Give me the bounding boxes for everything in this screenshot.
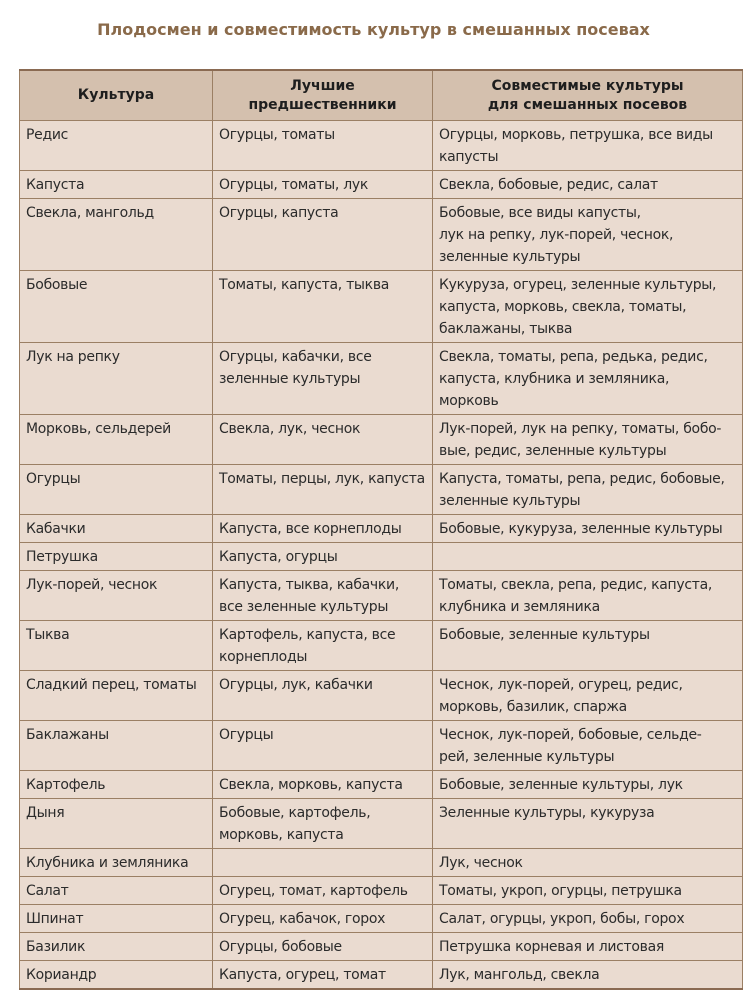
- cell-culture: Петрушка: [20, 543, 213, 571]
- cell-culture: Картофель: [20, 771, 213, 799]
- cell-compatible: Салат, огурцы, укроп, бобы, горох: [433, 905, 743, 933]
- cell-culture: Лук на репку: [20, 343, 213, 415]
- header-compatible: Совместимые культуры для смешанных посевов: [433, 70, 743, 121]
- cell-compatible: Свекла, бобовые, редис, салат: [433, 171, 743, 199]
- cell-culture: Бобовые: [20, 271, 213, 343]
- table-row: [20, 199, 743, 271]
- cell-predecessors: Свекла, морковь, капуста: [213, 771, 433, 799]
- table-row: [20, 515, 743, 543]
- header-predecessors: Лучшие предшественники: [213, 70, 433, 121]
- table-row: [20, 933, 743, 961]
- cell-predecessors: Огурцы, лук, кабачки: [213, 671, 433, 721]
- cell-compatible: Бобовые, зеленные культуры, лук: [433, 771, 743, 799]
- cell-predecessors: Томаты, капуста, тыква: [213, 271, 433, 343]
- cell-compatible: Чеснок, лук-порей, огурец, редис, морковь, базилик, спаржа: [433, 671, 743, 721]
- cell-compatible: Кукуруза, огурец, зеленные культуры, капуста, морковь, свекла, томаты, баклажаны, тыква: [433, 271, 743, 343]
- cell-culture: Редис: [20, 121, 213, 171]
- cell-culture: Базилик: [20, 933, 213, 961]
- table-row: [20, 543, 743, 571]
- cell-culture: Морковь, сельдерей: [20, 415, 213, 465]
- cell-culture: Сладкий перец, томаты: [20, 671, 213, 721]
- table-row: [20, 465, 743, 515]
- crop-rotation-table: [19, 69, 743, 990]
- cell-compatible: Лук, чеснок: [433, 849, 743, 877]
- cell-culture: Свекла, мангольд: [20, 199, 213, 271]
- cell-compatible: Бобовые, все виды капусты, лук на репку, лук-порей, чеснок, зеленные культуры: [433, 199, 743, 271]
- cell-compatible: Зеленные культуры, кукуруза: [433, 799, 743, 849]
- cell-compatible: Бобовые, зеленные культуры: [433, 621, 743, 671]
- cell-predecessors: Огурцы, кабачки, все зеленные культуры: [213, 343, 433, 415]
- cell-predecessors: Капуста, огурец, томат: [213, 961, 433, 990]
- cell-compatible: Лук-порей, лук на репку, томаты, бобо- вые, редис, зеленные культуры: [433, 415, 743, 465]
- cell-compatible: Лук, мангольд, свекла: [433, 961, 743, 990]
- cell-culture: Огурцы: [20, 465, 213, 515]
- cell-culture: Кабачки: [20, 515, 213, 543]
- cell-culture: Салат: [20, 877, 213, 905]
- cell-predecessors: Огурцы, бобовые: [213, 933, 433, 961]
- table-row: [20, 849, 743, 877]
- table-row: [20, 961, 743, 990]
- table-row: [20, 571, 743, 621]
- cell-culture: Дыня: [20, 799, 213, 849]
- cell-compatible: Свекла, томаты, репа, редька, редис, капуста, клубника и земляника, морковь: [433, 343, 743, 415]
- cell-compatible: Бобовые, кукуруза, зеленные культуры: [433, 515, 743, 543]
- cell-predecessors: Бобовые, картофель, морковь, капуста: [213, 799, 433, 849]
- table-row: [20, 343, 743, 415]
- table-row: [20, 771, 743, 799]
- cell-compatible: [433, 543, 743, 571]
- cell-compatible: Томаты, укроп, огурцы, петрушка: [433, 877, 743, 905]
- table-row: [20, 877, 743, 905]
- cell-culture: Капуста: [20, 171, 213, 199]
- table-row: [20, 721, 743, 771]
- cell-predecessors: [213, 849, 433, 877]
- cell-compatible: Капуста, томаты, репа, редис, бобовые, зеленные культуры: [433, 465, 743, 515]
- header-row: [20, 70, 743, 121]
- cell-predecessors: Томаты, перцы, лук, капуста: [213, 465, 433, 515]
- cell-compatible: Чеснок, лук-порей, бобовые, сельде- рей, зеленные культуры: [433, 721, 743, 771]
- cell-predecessors: Огурец, томат, картофель: [213, 877, 433, 905]
- cell-predecessors: Огурцы: [213, 721, 433, 771]
- cell-predecessors: Огурцы, томаты, лук: [213, 171, 433, 199]
- cell-culture: Шпинат: [20, 905, 213, 933]
- cell-compatible: Огурцы, морковь, петрушка, все виды капусты: [433, 121, 743, 171]
- cell-compatible: Томаты, свекла, репа, редис, капуста, клубника и земляника: [433, 571, 743, 621]
- page-title: Плодосмен и совместимость культур в смешанных посевах: [97, 20, 650, 39]
- table-row: [20, 171, 743, 199]
- table-row: [20, 271, 743, 343]
- cell-culture: Лук-порей, чеснок: [20, 571, 213, 621]
- cell-predecessors: Капуста, тыква, кабачки, все зеленные культуры: [213, 571, 433, 621]
- table-row: [20, 415, 743, 465]
- cell-predecessors: Огурец, кабачок, горох: [213, 905, 433, 933]
- cell-culture: Клубника и земляника: [20, 849, 213, 877]
- cell-predecessors: Огурцы, капуста: [213, 199, 433, 271]
- cell-predecessors: Свекла, лук, чеснок: [213, 415, 433, 465]
- cell-predecessors: Капуста, огурцы: [213, 543, 433, 571]
- cell-predecessors: Картофель, капуста, все корнеплоды: [213, 621, 433, 671]
- table-row: [20, 799, 743, 849]
- cell-culture: Кориандр: [20, 961, 213, 990]
- cell-predecessors: Капуста, все корнеплоды: [213, 515, 433, 543]
- table-row: [20, 621, 743, 671]
- table-row: [20, 905, 743, 933]
- table-row: [20, 671, 743, 721]
- header-culture: Культура: [20, 70, 213, 121]
- cell-predecessors: Огурцы, томаты: [213, 121, 433, 171]
- cell-culture: Тыква: [20, 621, 213, 671]
- table-row: [20, 121, 743, 171]
- cell-culture: Баклажаны: [20, 721, 213, 771]
- cell-compatible: Петрушка корневая и листовая: [433, 933, 743, 961]
